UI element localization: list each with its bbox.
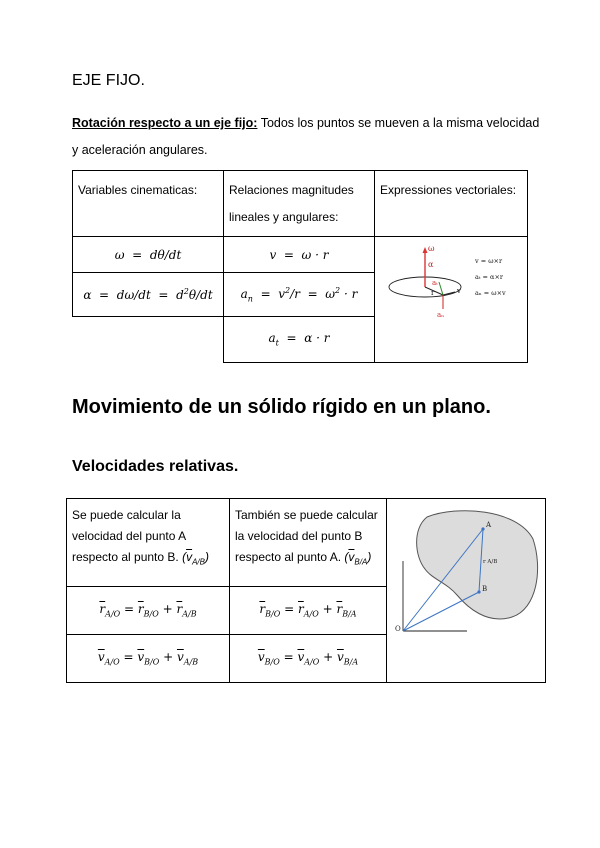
- v-label: v: [457, 287, 461, 295]
- normal-acceleration: $a_n = v^2/r = \omega^2 \cdot r$: [224, 273, 375, 317]
- tangential-acceleration: $a_t = \alpha \cdot r$: [224, 317, 375, 363]
- relative-velocities-subtitle: Velocidades relativas.: [72, 458, 239, 475]
- rotation-diagram: [375, 237, 525, 333]
- an-label: aₙ: [437, 311, 445, 319]
- intro-line2: y aceleración angulares.: [72, 143, 208, 157]
- position-B-equation: $\overline{r}_{B/O} = \overline{r}_{A/O} + \overline{r}_{B/A}$: [230, 587, 387, 635]
- rigid-body-figure-cell: [387, 499, 546, 683]
- point-B: [477, 590, 480, 593]
- section-title: EJE FIJO.: [72, 72, 145, 89]
- alpha-definition: $\alpha = d\omega/dt = d^2\theta/dt$: [73, 273, 224, 317]
- kinematics-table: [72, 170, 528, 363]
- eq-at: aₜ = α×r: [475, 273, 503, 281]
- col1-text: Se puede calcular la velocidad del punto A respecto al punto B.: [72, 508, 186, 564]
- empty-cell: [73, 317, 224, 363]
- alpha-label: α: [428, 260, 434, 269]
- intro-line1: Todos los puntos se mueven a la misma velocidad: [257, 116, 540, 130]
- col2-text: También se puede calcular la velocidad del punto B respecto al punto A.: [235, 508, 378, 564]
- omega-label: ω: [428, 244, 435, 253]
- omega-definition: ω = dθ/dt: [73, 237, 224, 273]
- label-B: B: [482, 585, 488, 593]
- velocity-relation: v = ω · r: [224, 237, 375, 273]
- header-variables: Variables cinematicas:: [73, 171, 224, 237]
- at-label: aₜ: [432, 279, 438, 287]
- velocity-B-equation: $\overline{v}_{B/O} = \overline{v}_{A/O} + \overline{v}_{B/A}$: [230, 635, 387, 683]
- rigid-body-title: Movimiento de un sólido rígido en un plano.: [72, 396, 491, 418]
- header-relations: Relaciones magnitudes lineales y angulares:: [224, 171, 375, 237]
- col1-symbol: $(\overline{v}_{A/B})$: [182, 550, 209, 567]
- col1-description: [67, 499, 230, 587]
- velocity-A-equation: $\overline{v}_{A/O} = \overline{v}_{B/O} + \overline{v}_{A/B}$: [67, 635, 230, 683]
- eq-v: v = ω×r: [475, 257, 503, 265]
- label-rAB: r A/B: [483, 559, 498, 565]
- relative-velocity-table: [66, 498, 546, 683]
- r-label: r: [431, 289, 435, 297]
- col2-description: [230, 499, 387, 587]
- omega-arrowhead: [423, 247, 428, 253]
- eq-an: aₙ = ω×v: [475, 289, 506, 297]
- label-O: O: [395, 625, 401, 633]
- vector-figure-cell: [375, 237, 528, 363]
- rigid-body-diagram: [387, 499, 543, 679]
- position-A-equation: $\overline{r}_{A/O} = \overline{r}_{B/O} + \overline{r}_{A/B}$: [67, 587, 230, 635]
- header-vectorial: Expressiones vectoriales:: [375, 171, 528, 237]
- col2-symbol: $(\overline{v}_{B/A})$: [344, 550, 372, 567]
- label-A: A: [486, 521, 492, 529]
- intro-bold: Rotación respecto a un eje fijo:: [72, 116, 258, 130]
- point-A: [481, 527, 484, 530]
- rigid-body-blob: [417, 511, 538, 619]
- intro-paragraph: [72, 110, 542, 164]
- vector-rB: [403, 592, 479, 631]
